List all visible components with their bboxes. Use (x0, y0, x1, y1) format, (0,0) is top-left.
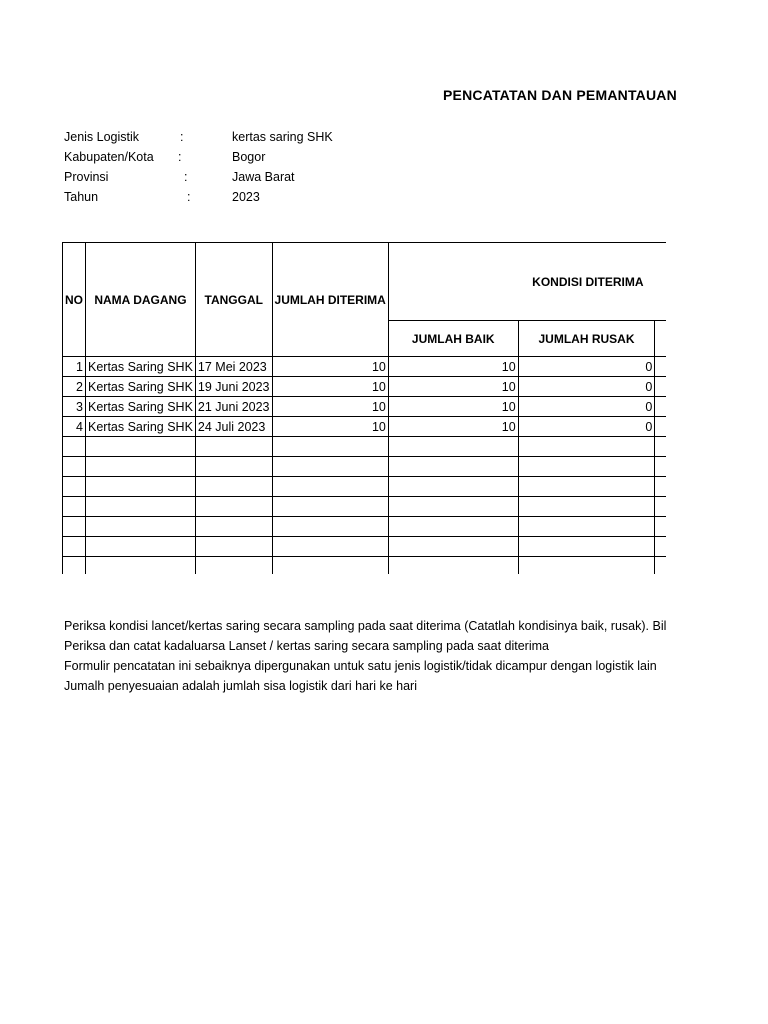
cell-tanggal: 24 Juli 2023 (195, 417, 272, 437)
cell-empty (388, 477, 518, 497)
cell-empty (388, 437, 518, 457)
cell-empty (272, 457, 388, 477)
cell-empty (518, 537, 655, 557)
cell-tanggal: 21 Juni 2023 (195, 397, 272, 417)
cell-nama: Kertas Saring SHK (86, 417, 196, 437)
cell-diterima: 10 (272, 417, 388, 437)
cell-baik: 10 (388, 397, 518, 417)
cell-baik: 10 (388, 417, 518, 437)
notes-section (64, 616, 768, 696)
cell-empty (655, 477, 666, 497)
meta-label: Tahun (64, 190, 99, 204)
header-kondisi-diterima (388, 243, 666, 321)
meta-label: Provinsi (64, 170, 109, 184)
table-row-empty (63, 457, 667, 477)
cell-empty (63, 497, 86, 517)
cell-nama: Kertas Saring SHK (86, 357, 196, 377)
cell-empty (86, 517, 196, 537)
cell-empty (655, 537, 666, 557)
table-viewport (62, 242, 666, 574)
cell-empty (86, 437, 196, 457)
cell-empty (518, 557, 655, 575)
cell-empty (518, 517, 655, 537)
cell-empty (86, 477, 196, 497)
meta-value: Bogor (232, 150, 266, 164)
cell-empty (518, 497, 655, 517)
meta-colon: : (178, 150, 182, 164)
meta-label: Jenis Logistik (64, 130, 140, 144)
cell-empty (195, 457, 272, 477)
cell-no: 2 (63, 377, 86, 397)
cell-empty (63, 437, 86, 457)
note-line: Periksa kondisi lancet/kertas saring secara sampling pada saat diterima (Catatlah kondisinya baik, rusak). Bil (64, 619, 667, 633)
document-title: PENCATATAN DAN PEMANTAUAN (443, 87, 677, 103)
cell-empty (655, 557, 666, 575)
cell-empty (272, 557, 388, 575)
cell-empty (195, 477, 272, 497)
cell-empty (655, 457, 666, 477)
cell-empty (272, 437, 388, 457)
cell-empty (655, 377, 666, 397)
cell-empty (63, 457, 86, 477)
cell-empty (195, 437, 272, 457)
cell-rusak: 0 (518, 417, 655, 437)
cell-empty (272, 517, 388, 537)
cell-empty (272, 537, 388, 557)
cell-rusak: 0 (518, 357, 655, 377)
cell-diterima: 10 (272, 377, 388, 397)
header-jumlah-rusak: JUMLAH RUSAK (518, 321, 655, 357)
cell-empty (195, 497, 272, 517)
cell-empty (86, 457, 196, 477)
table-row-empty (63, 557, 667, 575)
cell-baik: 10 (388, 357, 518, 377)
cell-empty (195, 517, 272, 537)
cell-empty (655, 497, 666, 517)
cell-empty (655, 357, 666, 377)
cell-empty (518, 437, 655, 457)
cell-empty (518, 457, 655, 477)
cell-empty (86, 537, 196, 557)
cell-empty (388, 557, 518, 575)
logistics-table (62, 242, 666, 574)
cell-empty (272, 477, 388, 497)
meta-value: kertas saring SHK (232, 130, 333, 144)
cell-empty (655, 417, 666, 437)
table-row (63, 377, 667, 397)
cell-empty (272, 497, 388, 517)
cell-empty (388, 537, 518, 557)
cell-empty (388, 457, 518, 477)
cell-empty (388, 517, 518, 537)
meta-colon: : (180, 130, 184, 144)
cell-tanggal: 19 Juni 2023 (195, 377, 272, 397)
meta-value: 2023 (232, 190, 260, 204)
cell-empty (86, 557, 196, 575)
meta-colon: : (184, 170, 188, 184)
cell-no: 1 (63, 357, 86, 377)
meta-label: Kabupaten/Kota (64, 150, 154, 164)
cell-nama: Kertas Saring SHK (86, 397, 196, 417)
cell-tanggal: 17 Mei 2023 (195, 357, 272, 377)
cell-diterima: 10 (272, 357, 388, 377)
table-row-empty (63, 497, 667, 517)
table-row (63, 417, 667, 437)
table-row (63, 397, 667, 417)
cell-diterima: 10 (272, 397, 388, 417)
table-row-empty (63, 537, 667, 557)
header-next-column (655, 321, 666, 357)
cell-empty (388, 497, 518, 517)
header-nama-dagang: NAMA DAGANG (86, 243, 196, 357)
cell-empty (63, 537, 86, 557)
cell-empty (86, 497, 196, 517)
header-no: NO (63, 243, 86, 357)
cell-empty (63, 477, 86, 497)
note-line: Periksa dan catat kadaluarsa Lanset / kertas saring secara sampling pada saat diterima (64, 639, 549, 653)
cell-empty (518, 477, 655, 497)
table-row-empty (63, 437, 667, 457)
cell-baik: 10 (388, 377, 518, 397)
table-header-row (63, 243, 667, 321)
cell-rusak: 0 (518, 397, 655, 417)
table-row-empty (63, 477, 667, 497)
meta-value: Jawa Barat (232, 170, 295, 184)
table-row (63, 357, 667, 377)
header-tanggal: TANGGAL (195, 243, 272, 357)
header-kondisi-diterima-label: KONDISI DITERIMA (532, 274, 644, 289)
meta-colon: : (187, 190, 191, 204)
cell-rusak: 0 (518, 377, 655, 397)
header-jumlah-diterima: JUMLAH DITERIMA (272, 243, 388, 357)
header-jumlah-baik: JUMLAH BAIK (388, 321, 518, 357)
note-line: Formulir pencatatan ini sebaiknya dipergunakan untuk satu jenis logistik/tidak dicampur dengan logistik lain (64, 659, 657, 673)
cell-empty (655, 517, 666, 537)
cell-empty (655, 437, 666, 457)
note-line: Jumalh penyesuaian adalah jumlah sisa logistik dari hari ke hari (64, 679, 417, 693)
cell-empty (195, 537, 272, 557)
cell-empty (655, 397, 666, 417)
cell-empty (63, 517, 86, 537)
table-row-empty (63, 517, 667, 537)
cell-empty (195, 557, 272, 575)
cell-nama: Kertas Saring SHK (86, 377, 196, 397)
cell-empty (63, 557, 86, 575)
cell-no: 3 (63, 397, 86, 417)
cell-no: 4 (63, 417, 86, 437)
